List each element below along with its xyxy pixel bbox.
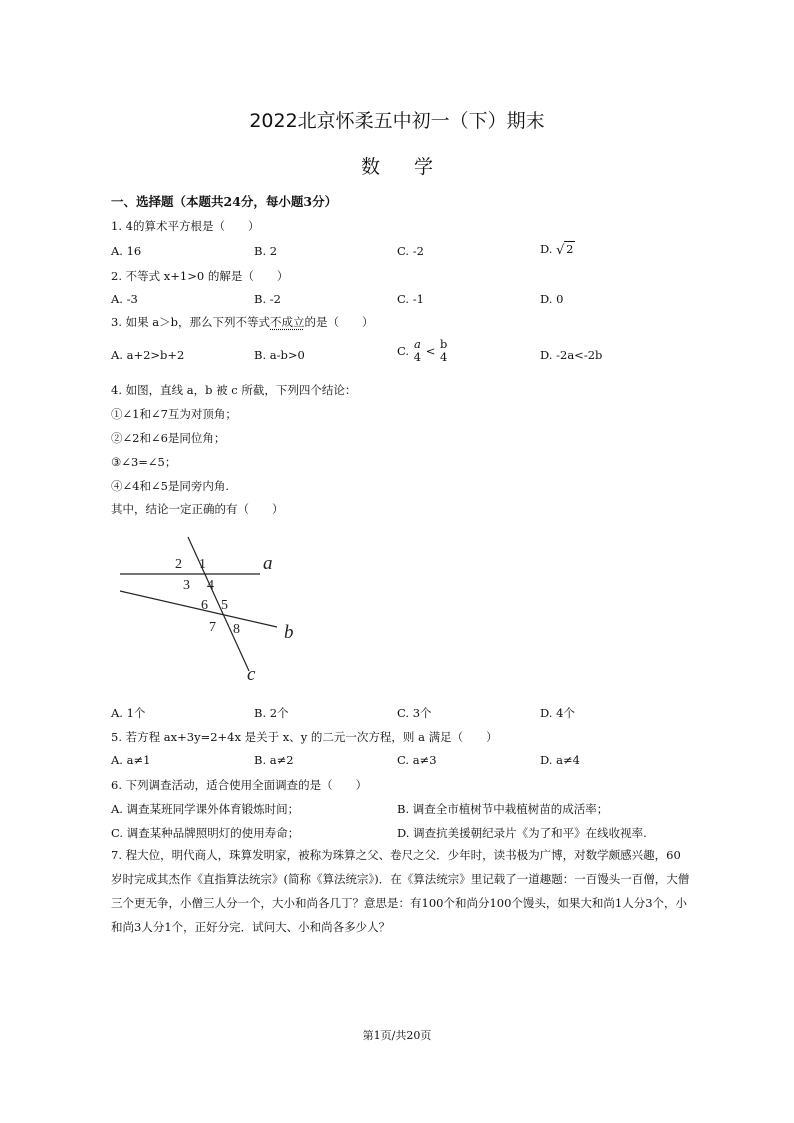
q3-option-b: B. a-b>0 — [254, 348, 305, 362]
angle-label-1: 1 — [199, 557, 206, 572]
q2-option-b: B. -2 — [254, 292, 281, 306]
q2-option-a: A. -3 — [111, 292, 138, 306]
angle-label-2: 2 — [175, 557, 182, 572]
q4-option-c: C. 3个 — [397, 706, 432, 720]
q1-option-d — [540, 242, 573, 256]
q3-stem-post: 的是（ ） — [304, 315, 374, 329]
fraction-b-over-4 — [440, 338, 447, 364]
q2-stem: 2. 不等式 x+1>0 的解是（ ） — [111, 269, 289, 283]
line-c-label: c — [247, 664, 256, 685]
q6-option-b: B. 调查全市植树节中栽植树苗的成活率； — [397, 802, 609, 816]
q4-statement-4: ④∠4和∠5是同旁内角. — [111, 479, 230, 493]
q6-option-c: C. 调查某种品牌照明灯的使用寿命； — [111, 826, 300, 840]
q1-option-a: A. 16 — [111, 244, 142, 258]
q1-option-c: C. -2 — [397, 244, 424, 258]
q3-option-d: D. -2a<-2b — [540, 348, 603, 362]
q3-option-c — [397, 338, 448, 364]
q3-stem — [111, 314, 374, 330]
q2-option-d: D. 0 — [540, 292, 564, 306]
line-b — [120, 591, 277, 627]
angle-label-8: 8 — [233, 622, 240, 637]
q4-statement-2: ②∠2和∠6是同位角； — [111, 431, 226, 445]
q3-stem-pre: 3. 如果 a＞b，那么下列不等式 — [111, 315, 270, 329]
angle-label-6: 6 — [201, 598, 208, 613]
angle-label-5: 5 — [221, 598, 228, 613]
angle-label-7: 7 — [209, 620, 216, 635]
q4-geometry-figure — [110, 525, 310, 690]
q6-option-d: D. 调查抗美援朝纪录片《为了和平》在线收视率. — [397, 826, 647, 840]
q5-option-a: A. a≠1 — [111, 753, 151, 767]
q5-stem: 5. 若方程 ax+3y=2+4x 是关于 x、y 的二元一次方程，则 a 满足（ ） — [111, 730, 498, 744]
q3-frac1-den: 4 — [413, 350, 422, 364]
q4-question: 其中，结论一定正确的有（ ） — [111, 502, 284, 516]
section-heading: 一、选择题（本题共24分，每小题3分） — [111, 194, 338, 209]
q4-option-b: B. 2个 — [254, 706, 289, 720]
q5-option-b: B. a≠2 — [254, 753, 294, 767]
q5-option-d: D. a≠4 — [540, 753, 580, 767]
q4-statement-3: ③∠3=∠5； — [111, 455, 177, 469]
sqrt-symbol: √ 2 — [556, 242, 574, 258]
q3-less-than: < — [425, 344, 436, 358]
q2-option-c: C. -1 — [397, 292, 424, 306]
q6-stem: 6. 下列调查活动，适合使用全面调查的是（ ） — [111, 778, 368, 792]
q4-option-d: D. 4个 — [540, 706, 575, 720]
angle-label-4: 4 — [207, 578, 214, 593]
q3-frac1-num: a — [413, 337, 421, 351]
line-b-label: b — [284, 622, 294, 643]
q4-statement-1: ①∠1和∠7互为对顶角； — [111, 407, 237, 421]
q1-option-b: B. 2 — [254, 244, 278, 258]
page-footer: 第1页/共20页 — [362, 1029, 432, 1042]
page-title: 2022北京怀柔五中初一（下）期末 — [249, 110, 545, 132]
q3-option-a: A. a+2>b+2 — [111, 348, 185, 362]
subject-title: 数学 — [360, 156, 467, 178]
q5-option-c: C. a≠3 — [397, 753, 437, 767]
q1-option-d-prefix: D. — [540, 242, 553, 256]
angle-label-3: 3 — [183, 578, 190, 593]
q3-option-c-prefix: C. — [397, 344, 410, 358]
q7-text: 7. 程大位，明代商人，珠算发明家，被称为珠算之父、卷尺之父．少年时，读书极为广博，对数学颇感兴趣，60岁时完成其杰作《直指算法统宗》(简称《算法统宗》)．在《算法统宗》里记载了一道趣题：一百馒头一百僧，大僧三个更无争，小僧三人分一个，大小和尚各几丁？意思是：有100个和尚分100个馒头，如果大和尚1人分3个，小和尚3人分1个，正好分完．试问大、小和尚各多少人？ — [111, 848, 690, 934]
q3-frac2-num: b — [439, 337, 448, 351]
line-c — [188, 537, 249, 671]
q6-option-a: A. 调查某班同学课外体育锻炼时间； — [111, 802, 300, 816]
line-a-label: a — [263, 553, 273, 574]
q4-option-a: A. 1个 — [111, 706, 146, 720]
q1-stem: 1. 4的算术平方根是（ ） — [111, 219, 260, 233]
q4-stem: 4. 如图，直线 a，b 被 c 所截，下列四个结论： — [111, 383, 357, 397]
q1-radicand: 2 — [566, 242, 574, 256]
q3-frac2-den: 4 — [440, 350, 448, 364]
fraction-a-over-4 — [414, 338, 421, 364]
q3-stem-emphasis: 不成立 — [270, 315, 305, 329]
